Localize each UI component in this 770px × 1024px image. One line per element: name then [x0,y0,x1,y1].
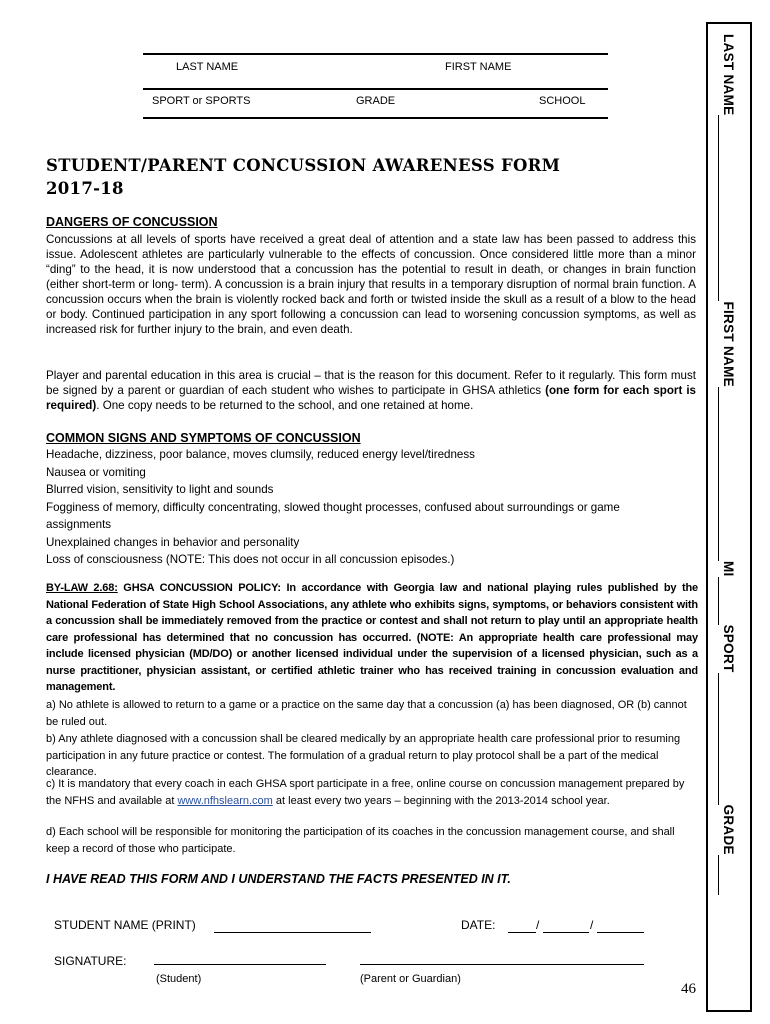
bylaw-text: GHSA CONCUSSION POLICY: In accordance with Georgia law and national playing rules published by the National Federation of State High School Associations, any athlete who exhibits signs, symptoms, or behaviors consistent with a concussion shall be immediately removed from the practice or contest and shall not return to play until an appropriate health care professional has determined that no concussion has occurred. (NOTE: An appropriate health care professional may include licensed physician (MD/DO) or another licensed individual under the supervision of a licensed physician, such as a nurse practitioner, physician assistant, or certified athletic trainer who has received training in concussion evaluation and management. [46,582,698,693]
date-slash-2: / [590,918,594,932]
date-label: DATE: [461,918,496,932]
header-last-name-label: LAST NAME [176,61,239,73]
sidebar-last-name-line[interactable] [718,115,737,301]
student-name-line[interactable] [214,932,371,933]
student-signature-line[interactable] [154,964,326,965]
symptom-item: Blurred vision, sensitivity to light and sounds [46,483,274,496]
nfhslearn-link[interactable]: www.nfhslearn.com [177,794,273,807]
date-month-line[interactable] [508,932,536,933]
header-sport-line[interactable] [143,117,608,119]
rule-c [46,776,700,809]
symptom-item: Loss of consciousness (NOTE: This does not occur in all concussion episodes.) [46,553,455,566]
symptom-item: Headache, dizziness, poor balance, moves clumsily, reduced energy level/tiredness [46,448,475,461]
header-school-label: SCHOOL [539,95,586,107]
dangers-paragraph-1: Concussions at all levels of sports have received a great deal of attention and a state law has been passed to address this issue. Adolescent athletes are particularly vulnerable to the effects of concussion. Once considered little more than a minor “ding” to the head, it is now understood that a concussion has the potential to result in death, or changes in brain function (either short-term or long- term). A concussion is a brain injury that results in a temporary disruption of normal brain function. A concussion occurs when the brain is violently rocked back and forth or twisted inside the skull as a result of a blow to the head or body. Continued participation in any sport following a concussion can lead to worsening concussion symptoms, as well as increased risk for further injury to the brain, and even death. [46,233,696,336]
sidebar-mi-label: MI [721,560,736,577]
symptoms-heading: COMMON SIGNS AND SYMPTOMS OF CONCUSSION [46,431,361,445]
sidebar-rotated-fields [708,34,748,1020]
header-name-line[interactable] [143,88,608,90]
header-grade-label: GRADE [356,95,396,107]
sidebar-first-name-label: FIRST NAME [721,301,736,387]
date-day-line[interactable] [543,932,589,933]
form-title-year: 2017-18 [46,179,124,198]
sidebar-first-name-line[interactable] [718,387,737,561]
parent-signature-caption: (Parent or Guardian) [360,973,461,985]
symptoms-list [46,446,676,569]
rule-c-tail: at least every two years – beginning with the 2013-2014 school year. [272,794,610,807]
dangers-paragraph-2-tail: . One copy needs to be returned to the school, and one retained at home. [96,399,474,412]
date-slash-1: / [536,918,540,932]
symptom-item: Nausea or vomiting [46,465,146,479]
dangers-paragraph-2-text: Player and parental education in this area is crucial – that is the reason for this document. Refer to it regularly. This form must be signed by a parent or guardian of each student who wishes to participate in GHSA athletics [46,369,696,397]
student-name-label: STUDENT NAME (PRINT) [54,918,196,932]
sidebar-box [706,22,752,1012]
form-title [46,154,560,200]
bylaw-paragraph [46,580,698,696]
signature-label: SIGNATURE: [54,954,127,968]
rule-c-text: c) It is mandatory that every coach in each GHSA sport participate in a free, online course on concussion management prepared by the NFHS and available at [46,778,685,807]
date-year-line[interactable] [597,932,644,933]
symptom-item: Unexplained changes in behavior and personality [46,535,300,549]
student-signature-caption: (Student) [156,973,202,985]
acknowledgement-statement: I HAVE READ THIS FORM AND I UNDERSTAND THE FACTS PRESENTED IN IT. [46,872,511,886]
bylaw-label: BY-LAW 2.68: [46,582,118,594]
sidebar-grade-label: GRADE [721,804,736,855]
header-top-rule [143,53,608,55]
sidebar-sport-line[interactable] [718,673,737,805]
dangers-heading: DANGERS OF CONCUSSION [46,215,218,229]
sidebar-mi-line[interactable] [718,577,737,625]
form-title-line1: STUDENT/PARENT CONCUSSION AWARENESS FORM [46,156,561,175]
parent-signature-line[interactable] [360,964,644,965]
dangers-paragraph-2-emphasis: (one form for each sport is required) [46,384,697,412]
header-first-name-label: FIRST NAME [445,61,512,73]
symptom-item: Fogginess of memory, difficulty concentrating, slowed thought processes, confused about surroundings or game assignments [46,500,620,531]
sidebar-grade-line[interactable] [718,855,737,895]
rule-d: d) Each school will be responsible for monitoring the participation of its coaches in the concussion management course, and shall keep a record of those who participate. [46,826,675,855]
sidebar-sport-label: SPORT [721,624,736,673]
sidebar-last-name-label: LAST NAME [721,34,736,116]
rule-b: b) Any athlete diagnosed with a concussion shall be cleared medically by an appropriate health care professional prior to resuming participation in any future practice or contest. The formulation of a gradual return to play protocol shall be a part of the medical clearance. [46,733,681,778]
header-sport-label: SPORT or SPORTS [152,95,251,107]
dangers-paragraph-2 [46,368,696,413]
rule-a: a) No athlete is allowed to return to a game or a practice on the same day that a concussion (a) has been diagnosed, OR (b) cannot be ruled out. [46,699,687,728]
page-number: 46 [681,981,696,997]
